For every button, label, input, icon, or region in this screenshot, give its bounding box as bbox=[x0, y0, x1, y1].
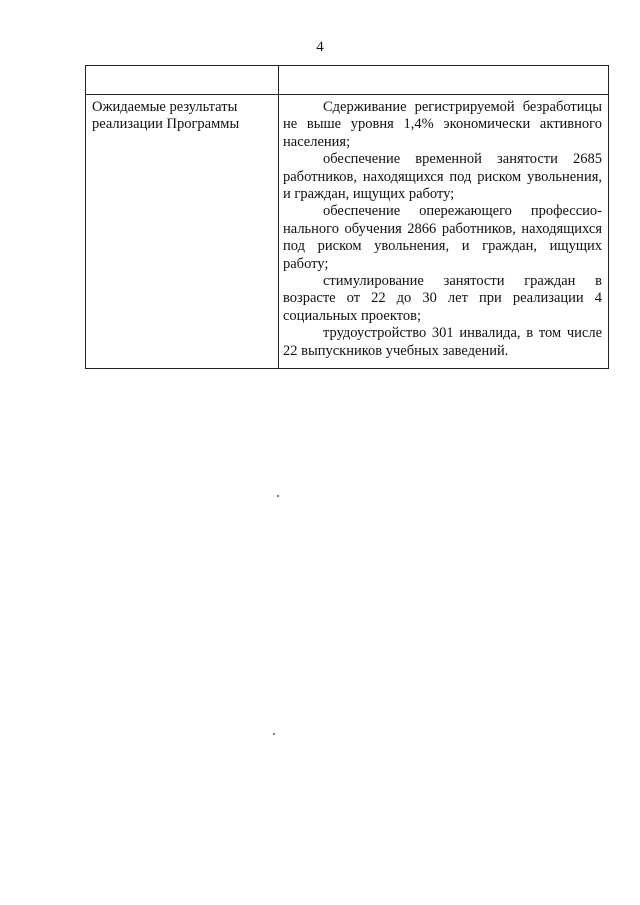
scan-speck bbox=[273, 733, 275, 735]
result-item-5: трудоустройство 301 инвалида, в том числе 22 выпускников учебных заведений. bbox=[283, 325, 602, 359]
scan-speck bbox=[277, 495, 279, 497]
result-item-4: стимулирование занятости граждан в возрасте от 22 до 30 лет при реализации 4 социальных проектов; bbox=[283, 273, 602, 324]
row-label: Ожидаемые результаты реализации Программы bbox=[86, 95, 279, 369]
table-row bbox=[86, 95, 609, 369]
program-results-table bbox=[85, 65, 609, 369]
header-cell-right bbox=[279, 66, 609, 95]
result-item-2: обеспечение временной занятости 2685 работников, находящихся под риском увольнения, и граждан, ищущих работу; bbox=[283, 151, 602, 203]
result-item-1: Сдерживание регистрируемой безработицы не выше уровня 1,4% экономически активного населения; bbox=[283, 99, 602, 150]
row-content bbox=[279, 95, 609, 369]
page-number: 4 bbox=[316, 39, 324, 55]
header-cell-left bbox=[86, 66, 279, 95]
result-item-3: обеспечение опережающего профессио-нального обучения 2866 работников, находящихся под риском увольнения, и граждан, ищущих работу; bbox=[283, 203, 602, 272]
table-header-row bbox=[86, 66, 609, 95]
